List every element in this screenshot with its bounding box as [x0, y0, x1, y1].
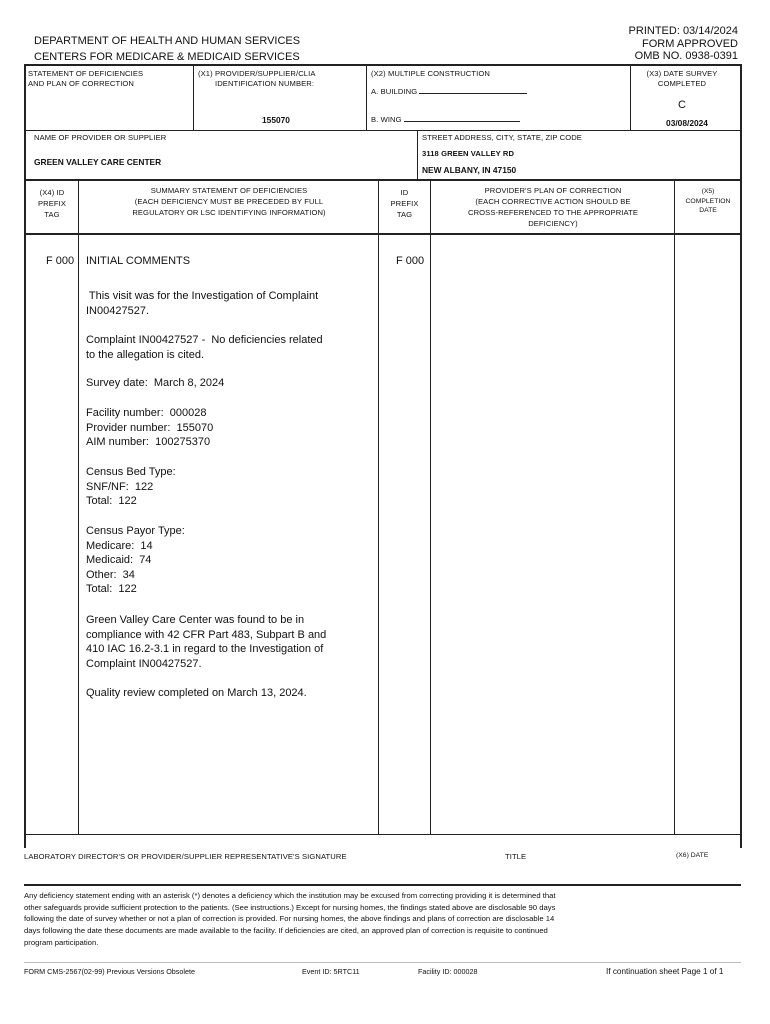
divider-address	[417, 130, 418, 179]
comment-paragraph	[86, 376, 346, 391]
x2-wing	[371, 113, 520, 124]
x4-line: (X4) ID	[39, 188, 65, 197]
facility-id: Facility ID: 000028	[418, 967, 478, 976]
col-divider-4	[674, 179, 675, 834]
comment-line: Quality review completed on March 13, 2024.	[86, 687, 307, 699]
signature-label: LABORATORY DIRECTOR'S OR PROVIDER/SUPPLIER REPRESENTATIVE'S SIGNATURE	[24, 852, 347, 861]
survey-date: 03/08/2024	[666, 118, 708, 128]
col-divider-3	[430, 179, 431, 834]
comment-line: This visit was for the Investigation of Complaint	[86, 290, 319, 302]
comment-paragraph	[86, 289, 346, 318]
x2-building	[371, 85, 527, 96]
wing-blank[interactable]	[404, 113, 520, 122]
summary-line: REGULATORY OR LSC IDENTIFYING INFORMATION)	[132, 208, 326, 217]
building-blank[interactable]	[419, 85, 527, 94]
summary-line: (EACH DEFICIENCY MUST BE PRECEDED BY FULL	[134, 197, 324, 206]
right-tag: F 000	[396, 255, 425, 267]
form-approved: FORM APPROVED	[642, 37, 738, 50]
id-line: PREFIX	[390, 199, 419, 208]
signature-bottom-border	[24, 884, 741, 886]
statement-line: AND PLAN OF CORRECTION	[28, 79, 134, 88]
comment-paragraph	[86, 333, 346, 362]
comment-line: Census Payor Type:	[86, 525, 185, 537]
footer-rule	[24, 962, 741, 963]
columns-bottom-border	[24, 233, 741, 235]
comment-line: SNF/NF: 122	[86, 480, 154, 493]
address-city: NEW ALBANY, IN 47150	[422, 165, 517, 175]
comment-line: Complaint IN00427527.	[86, 657, 202, 670]
building-label: A. BUILDING	[371, 87, 418, 96]
comment-line: Medicare: 14	[86, 539, 153, 552]
x5-line: COMPLETION	[685, 197, 731, 205]
x5-header	[676, 187, 740, 216]
comment-line: compliance with 42 CFR Part 483, Subpart B and	[86, 628, 327, 641]
box-divider	[24, 130, 741, 131]
form-number: FORM CMS-2567(02-99) Previous Versions Obsolete	[24, 967, 195, 976]
divider-x2	[366, 64, 367, 130]
plan-header	[432, 185, 674, 229]
columns-border	[24, 179, 741, 181]
id-line: ID	[400, 188, 409, 197]
col-divider-2	[378, 179, 379, 834]
omb-number: OMB NO. 0938-0391	[634, 50, 738, 62]
comment-line: Green Valley Care Center was found to be in	[86, 614, 305, 626]
department-title	[34, 33, 300, 65]
divider-x1	[193, 64, 194, 130]
plan-line: CROSS-REFERENCED TO THE APPROPRIATE	[467, 208, 639, 217]
comment-paragraph	[86, 465, 346, 509]
plan-line: DEFICIENCY)	[528, 219, 578, 228]
x4-header	[26, 187, 78, 220]
x6-date-label: (X6) DATE	[676, 852, 709, 859]
x4-line: TAG	[44, 210, 60, 219]
plan-line: (EACH CORRECTIVE ACTION SHOULD BE	[475, 197, 631, 206]
comment-paragraph	[86, 524, 346, 597]
comment-paragraph	[86, 686, 346, 701]
comment-line: Provider number: 155070	[86, 421, 214, 434]
comment-line: Complaint IN00427527 - No deficiencies related	[86, 334, 323, 346]
signature-top-border	[24, 834, 741, 835]
comment-line: to the allegation is cited.	[86, 348, 205, 361]
statement-label	[28, 69, 143, 89]
statement-line: STATEMENT OF DEFICIENCIES	[28, 69, 144, 78]
printed-date: PRINTED: 03/14/2024	[628, 25, 738, 37]
survey-type: C	[678, 99, 686, 111]
left-border	[24, 64, 26, 848]
header-approval	[629, 25, 738, 63]
comment-line: Facility number: 000028	[86, 407, 207, 419]
comment-line: Medicaid: 74	[86, 554, 152, 566]
comment-line: Total: 122	[86, 495, 137, 507]
comment-line: Total: 122	[86, 583, 137, 595]
plan-line: PROVIDER'S PLAN OF CORRECTION	[484, 186, 622, 195]
disclaimer-line: days following the date these documents are made available to the facility. If deficiencies are cited, an approved plan of correction is requisite to continued	[24, 926, 548, 936]
x5-line: DATE	[699, 207, 717, 214]
comment-paragraph	[86, 613, 346, 671]
section-heading: INITIAL COMMENTS	[86, 255, 191, 267]
disclaimer	[24, 890, 556, 949]
address-street: 3118 GREEN VALLEY RD	[422, 149, 515, 158]
comment-line: Other: 34	[86, 568, 135, 581]
provider-number: 155070	[262, 115, 290, 125]
x1-line: IDENTIFICATION NUMBER:	[215, 79, 315, 88]
x3-line: (X3) DATE SURVEY	[646, 69, 718, 78]
x5-line: (X5)	[701, 188, 715, 195]
comment-line: Census Bed Type:	[86, 466, 176, 478]
x3-label	[632, 69, 732, 89]
provider-name: GREEN VALLEY CARE CENTER	[34, 157, 162, 167]
left-tag: F 000	[46, 255, 75, 267]
summary-header	[80, 185, 378, 218]
address-label: STREET ADDRESS, CITY, STATE, ZIP CODE	[422, 133, 582, 142]
summary-line: SUMMARY STATEMENT OF DEFICIENCIES	[150, 186, 308, 195]
title-label: TITLE	[505, 852, 527, 861]
divider-x3	[630, 64, 631, 130]
comment-line: Survey date: March 8, 2024	[86, 377, 225, 389]
comment-paragraph	[86, 406, 346, 450]
col-divider-1	[78, 179, 79, 834]
x3-line: COMPLETED	[657, 79, 707, 88]
x1-label	[198, 69, 315, 89]
x4-line: PREFIX	[37, 199, 67, 208]
x1-line: (X1) PROVIDER/SUPPLIER/CLIA	[198, 69, 316, 78]
provider-name-label: NAME OF PROVIDER OR SUPPLIER	[34, 133, 167, 142]
id-line: TAG	[396, 210, 413, 219]
department-line: DEPARTMENT OF HEALTH AND HUMAN SERVICES	[34, 35, 301, 47]
right-border	[740, 64, 742, 848]
disclaimer-line: program participation.	[24, 937, 99, 947]
comment-line: AIM number: 100275370	[86, 436, 211, 448]
x2-label: (X2) MULTIPLE CONSTRUCTION	[371, 69, 490, 78]
page-indicator: If continuation sheet Page 1 of 1	[606, 967, 724, 976]
event-id: Event ID: 5RTC11	[302, 967, 360, 976]
cms-line: CENTERS FOR MEDICARE & MEDICAID SERVICES	[34, 51, 300, 63]
disclaimer-line: other safeguards provide sufficient protection to the patients. (See instructions.) Except for nursing homes, the findings stated above are disclosable 90 days	[24, 902, 556, 912]
top-border	[24, 64, 741, 66]
id-header	[379, 187, 430, 220]
comment-line: 410 IAC 16.2-3.1 in regard to the Investigation of	[86, 643, 324, 655]
disclaimer-line: following the date of survey whether or not a plan of correction is provided. For nursing homes, the above findings and plans of correction are disclosable 14	[24, 914, 555, 924]
wing-label: B. WING	[371, 115, 402, 124]
disclaimer-line: Any deficiency statement ending with an asterisk (*) denotes a deficiency which the institution may be excused from correcting providing it is determined that	[24, 891, 556, 900]
comment-line: IN00427527.	[86, 304, 149, 317]
